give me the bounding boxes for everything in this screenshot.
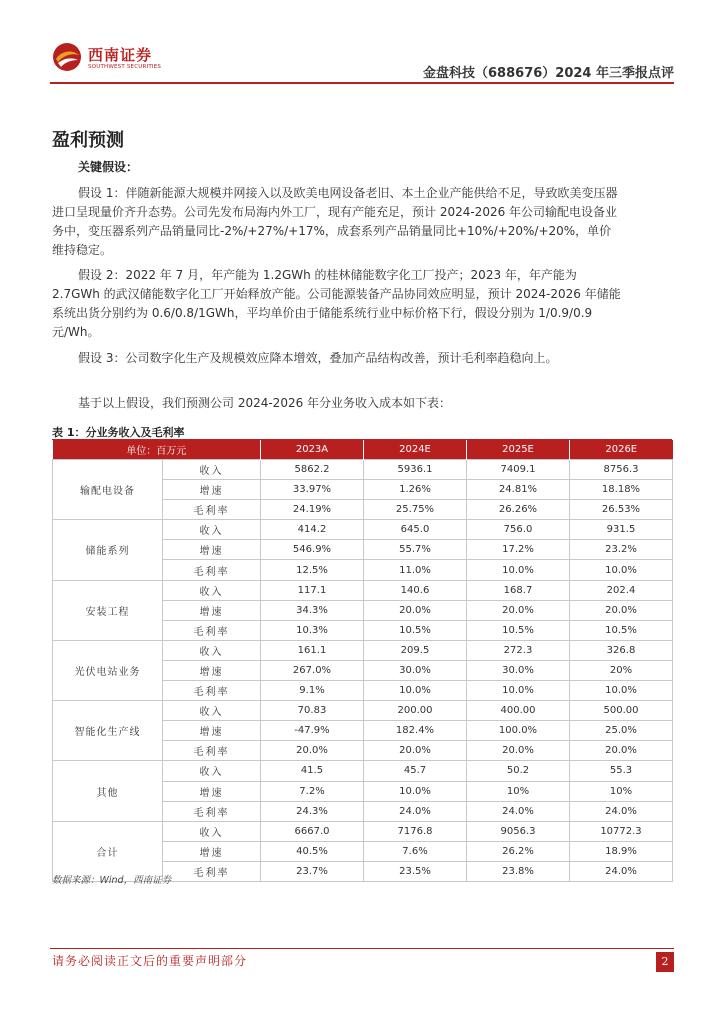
value-cell: 100.0% xyxy=(467,721,570,741)
segment-name-cell: 智能化生产线 xyxy=(53,701,163,761)
value-cell: 10.0% xyxy=(570,560,673,580)
footer-divider xyxy=(50,948,674,949)
section-title: 盈利预测 xyxy=(52,130,124,151)
value-cell: 5862.2 xyxy=(261,460,364,480)
metric-name-cell: 增速 xyxy=(163,660,261,680)
segment-name-cell: 储能系列 xyxy=(53,520,163,580)
logo-english-name: SOUTHWEST SECURITIES xyxy=(88,64,162,70)
value-cell: 7409.1 xyxy=(467,460,570,480)
value-cell: 23.7% xyxy=(261,861,364,881)
value-cell: 25.0% xyxy=(570,721,673,741)
value-cell: 20.0% xyxy=(467,600,570,620)
metric-name-cell: 毛利率 xyxy=(163,681,261,701)
value-cell: 20.0% xyxy=(261,741,364,761)
year-header-cell: 2023A xyxy=(261,440,364,460)
value-cell: 10.0% xyxy=(467,560,570,580)
segment-name-cell: 输配电设备 xyxy=(53,460,163,520)
value-cell: 267.0% xyxy=(261,660,364,680)
metric-name-cell: 收入 xyxy=(163,580,261,600)
metric-name-cell: 收入 xyxy=(163,640,261,660)
assumption-3-paragraph: 假设 3：公司数字化生产及规模效应降本增效，叠加产品结构改善，预计毛利率趋稳向上。 xyxy=(78,351,558,365)
value-cell: 8756.3 xyxy=(570,460,673,480)
value-cell: 140.6 xyxy=(364,580,467,600)
segment-revenue-table xyxy=(52,440,673,882)
page-header xyxy=(50,40,674,82)
southwest-securities-logo-icon xyxy=(52,42,82,72)
value-cell: 24.0% xyxy=(467,801,570,821)
assumption-1-paragraph: 假设 1：伴随新能源大规模并网接入以及欧美电网设备老旧、本土企业产能供给不足，导致欧美变压器进口呈现量价齐升态势。公司先发布局海内外工厂，现有产能充足，预计 2024-2026 年公司输配电设备业务中，变压器系列产品销量同比-2%/+27%/+17%，成套系列产品销量同比+10%/+20%/+20%，单价维持稳定。 xyxy=(52,186,618,257)
value-cell: 756.0 xyxy=(467,520,570,540)
metric-name-cell: 收入 xyxy=(163,520,261,540)
value-cell: 25.75% xyxy=(364,500,467,520)
value-cell: 500.00 xyxy=(570,701,673,721)
value-cell: 18.9% xyxy=(570,841,673,861)
segment-name-cell: 安装工程 xyxy=(53,580,163,640)
metric-name-cell: 收入 xyxy=(163,460,261,480)
table-caption: 表 1：分业务收入及毛利率 xyxy=(52,426,185,439)
value-cell: 10.0% xyxy=(467,681,570,701)
segment-name-cell: 光伏电站业务 xyxy=(53,640,163,700)
value-cell: 7.6% xyxy=(364,841,467,861)
metric-name-cell: 增速 xyxy=(163,721,261,741)
value-cell: 11.0% xyxy=(364,560,467,580)
value-cell: 6667.0 xyxy=(261,821,364,841)
value-cell: 1.26% xyxy=(364,480,467,500)
value-cell: 7.2% xyxy=(261,781,364,801)
table-row xyxy=(53,580,673,600)
value-cell: 20.0% xyxy=(570,600,673,620)
table-row xyxy=(53,640,673,660)
value-cell: 24.19% xyxy=(261,500,364,520)
data-source-note: 数据来源：Wind，西南证券 xyxy=(52,875,172,886)
metric-name-cell: 毛利率 xyxy=(163,620,261,640)
table-row xyxy=(53,701,673,721)
table-row xyxy=(53,460,673,480)
value-cell: 20% xyxy=(570,660,673,680)
value-cell: 10.0% xyxy=(570,681,673,701)
value-cell: 10.5% xyxy=(364,620,467,640)
value-cell: 117.1 xyxy=(261,580,364,600)
metric-name-cell: 增速 xyxy=(163,841,261,861)
value-cell: 202.4 xyxy=(570,580,673,600)
value-cell: 30.0% xyxy=(364,660,467,680)
value-cell: 50.2 xyxy=(467,761,570,781)
table-row xyxy=(53,520,673,540)
value-cell: 26.2% xyxy=(467,841,570,861)
year-header-cell: 2024E xyxy=(364,440,467,460)
metric-name-cell: 增速 xyxy=(163,781,261,801)
value-cell: 10.5% xyxy=(467,620,570,640)
value-cell: 24.81% xyxy=(467,480,570,500)
value-cell: 209.5 xyxy=(364,640,467,660)
value-cell: 414.2 xyxy=(261,520,364,540)
value-cell: 23.2% xyxy=(570,540,673,560)
value-cell: 17.2% xyxy=(467,540,570,560)
value-cell: 20.0% xyxy=(364,741,467,761)
value-cell: 26.26% xyxy=(467,500,570,520)
metric-name-cell: 收入 xyxy=(163,821,261,841)
value-cell: 20.0% xyxy=(570,741,673,761)
table-row xyxy=(53,761,673,781)
header-divider xyxy=(50,82,674,84)
unit-header-cell: 单位：百万元 xyxy=(53,440,261,460)
value-cell: 23.5% xyxy=(364,861,467,881)
metric-name-cell: 毛利率 xyxy=(163,500,261,520)
value-cell: 168.7 xyxy=(467,580,570,600)
value-cell: 546.9% xyxy=(261,540,364,560)
value-cell: 24.0% xyxy=(570,801,673,821)
value-cell: 24.0% xyxy=(364,801,467,821)
value-cell: 70.83 xyxy=(261,701,364,721)
value-cell: 10% xyxy=(570,781,673,801)
table-body xyxy=(53,460,673,882)
value-cell: 30.0% xyxy=(467,660,570,680)
value-cell: 26.53% xyxy=(570,500,673,520)
metric-name-cell: 毛利率 xyxy=(163,801,261,821)
value-cell: 10% xyxy=(467,781,570,801)
value-cell: 182.4% xyxy=(364,721,467,741)
metric-name-cell: 增速 xyxy=(163,540,261,560)
metric-name-cell: 收入 xyxy=(163,761,261,781)
value-cell: 7176.8 xyxy=(364,821,467,841)
value-cell: 18.18% xyxy=(570,480,673,500)
value-cell: 326.8 xyxy=(570,640,673,660)
table-header-row xyxy=(53,440,673,460)
value-cell: 10772.3 xyxy=(570,821,673,841)
footer-disclaimer: 请务必阅读正文后的重要声明部分 xyxy=(52,954,248,968)
segment-name-cell: 其他 xyxy=(53,761,163,821)
key-assumptions-label: 关键假设： xyxy=(78,160,139,174)
metric-name-cell: 毛利率 xyxy=(163,560,261,580)
metric-name-cell: 增速 xyxy=(163,480,261,500)
value-cell: 200.00 xyxy=(364,701,467,721)
value-cell: 645.0 xyxy=(364,520,467,540)
value-cell: 33.97% xyxy=(261,480,364,500)
segment-name-cell: 合计 xyxy=(53,821,163,881)
value-cell: 10.0% xyxy=(364,781,467,801)
value-cell: 55.7% xyxy=(364,540,467,560)
value-cell: 10.5% xyxy=(570,620,673,640)
value-cell: 24.0% xyxy=(570,861,673,881)
company-logo xyxy=(50,40,190,76)
value-cell: 34.3% xyxy=(261,600,364,620)
metric-name-cell: 增速 xyxy=(163,600,261,620)
value-cell: 9056.3 xyxy=(467,821,570,841)
page-number: 2 xyxy=(656,952,674,972)
metric-name-cell: 毛利率 xyxy=(163,741,261,761)
value-cell: 10.3% xyxy=(261,620,364,640)
value-cell: 23.8% xyxy=(467,861,570,881)
value-cell: 5936.1 xyxy=(364,460,467,480)
value-cell: 45.7 xyxy=(364,761,467,781)
value-cell: 931.5 xyxy=(570,520,673,540)
metric-name-cell: 毛利率 xyxy=(163,861,261,881)
table-header xyxy=(53,440,673,460)
value-cell: 55.3 xyxy=(570,761,673,781)
table-row xyxy=(53,821,673,841)
year-header-cell: 2026E xyxy=(570,440,673,460)
value-cell: 161.1 xyxy=(261,640,364,660)
report-title: 金盘科技（688676）2024 年三季报点评 xyxy=(423,66,674,81)
value-cell: 12.5% xyxy=(261,560,364,580)
value-cell: 10.0% xyxy=(364,681,467,701)
value-cell: 20.0% xyxy=(364,600,467,620)
value-cell: 272.3 xyxy=(467,640,570,660)
year-header-cell: 2025E xyxy=(467,440,570,460)
value-cell: -47.9% xyxy=(261,721,364,741)
value-cell: 400.00 xyxy=(467,701,570,721)
value-cell: 40.5% xyxy=(261,841,364,861)
metric-name-cell: 收入 xyxy=(163,701,261,721)
value-cell: 20.0% xyxy=(467,741,570,761)
logo-chinese-name: 西南证券 xyxy=(88,46,153,64)
assumption-2-paragraph: 假设 2：2022 年 7 月，年产能为 1.2GWh 的桂林储能数字化工厂投产；2023 年，年产能为 2.7GWh 的武汉储能数字化工厂开始释放产能。公司能源装备产品协同效应明显，预计 2024-2026 年储能系统出货分别约为 0.6/0.8/1GWh，平均单价由于储能系统行业中标价格下行，假设分别为 1/0.9/0.9 元/Wh。 xyxy=(52,268,621,339)
value-cell: 24.3% xyxy=(261,801,364,821)
value-cell: 41.5 xyxy=(261,761,364,781)
value-cell: 9.1% xyxy=(261,681,364,701)
forecast-intro-paragraph: 基于以上假设，我们预测公司 2024-2026 年分业务收入成本如下表： xyxy=(78,396,452,410)
